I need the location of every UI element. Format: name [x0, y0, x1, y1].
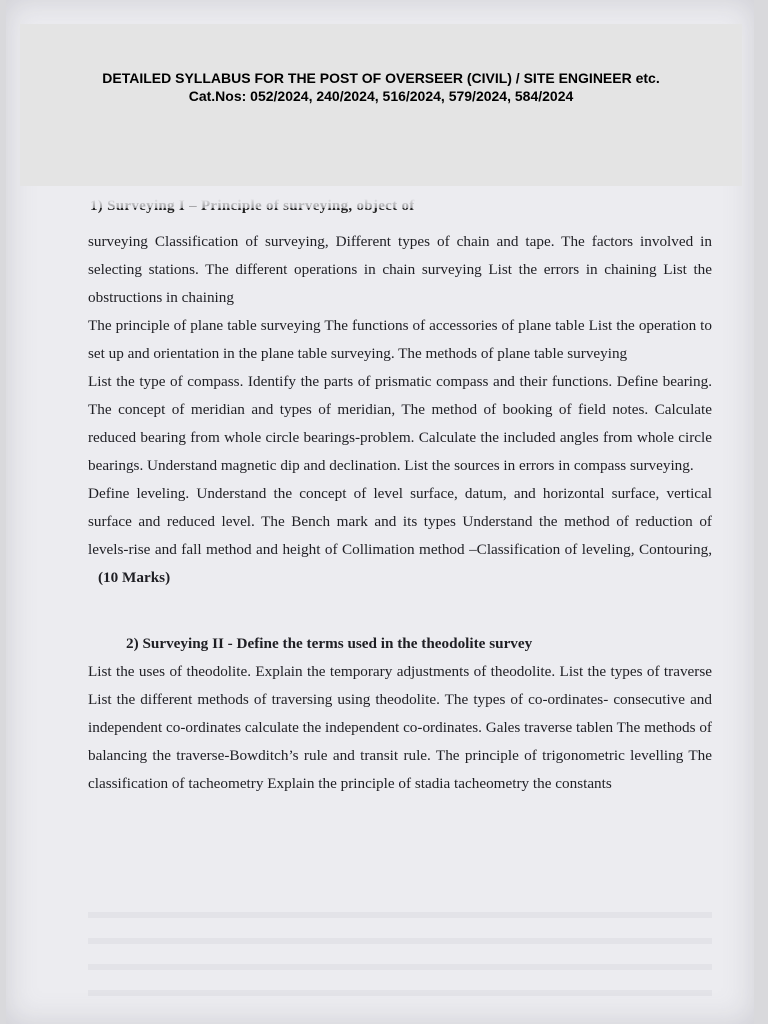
section1-cut-heading — [90, 198, 510, 220]
syllabus-body — [88, 228, 712, 798]
section1-paragraph-2: The principle of plane table surveying The functions of accessories of plane table List the operation to set up and orientation in the plane table surveying. The methods of plane table surveying — [88, 317, 712, 362]
section2-title: 2) Surveying II - Define the terms used in the theodolite survey — [126, 635, 533, 652]
section1-marks: (10 Marks) — [98, 569, 171, 586]
section1-paragraph-4 — [88, 480, 712, 592]
section1-paragraph-4-text: Define leveling. Understand the concept of level surface, datum, and horizontal surface, vertical surface and reduced level. The Bench mark and its types Understand the method of reduction of levels-rise and fall method and height of Collimation method –Classification of leveling, Contouring, — [88, 485, 712, 558]
section2-paragraph: List the uses of theodolite. Explain the temporary adjustments of theodolite. List the types of traverse List the different methods of traversing using theodolite. The types of co-ordinates- consecutive and independent co-ordinates calculate the independent co-ordinates. Gales traverse tablen The methods of balancing the traverse-Bowditch’s rule and transit rule. The principle of trigonometric levelling The classification of tacheometry Explain the principle of stadia tacheometry the constants — [88, 663, 712, 792]
document-page — [6, 0, 754, 1024]
section1-paragraph-1: surveying Classification of surveying, Different types of chain and tape. The factors involved in selecting stations. The different operations in chain surveying List the errors in chaining List the obstructions in chaining — [88, 233, 712, 306]
faded-text-area — [88, 892, 712, 1002]
header-cat-numbers: Cat.Nos: 052/2024, 240/2024, 516/2024, 579/2024, 584/2024 — [188, 88, 574, 104]
header-title: DETAILED SYLLABUS FOR THE POST OF OVERSEER (CIVIL) / SITE ENGINEER etc. — [102, 70, 660, 86]
header-box — [20, 24, 742, 186]
section1-paragraph-3: List the type of compass. Identify the parts of prismatic compass and their functions. Define bearing. The concept of meridian and types of meridian, The method of booking of field notes. Calculate reduced bearing from whole circle bearings-problem. Calculate the included angles from whole circle bearings. Understand magnetic dip and declination. List the sources in errors in compass surveying. — [88, 373, 712, 474]
